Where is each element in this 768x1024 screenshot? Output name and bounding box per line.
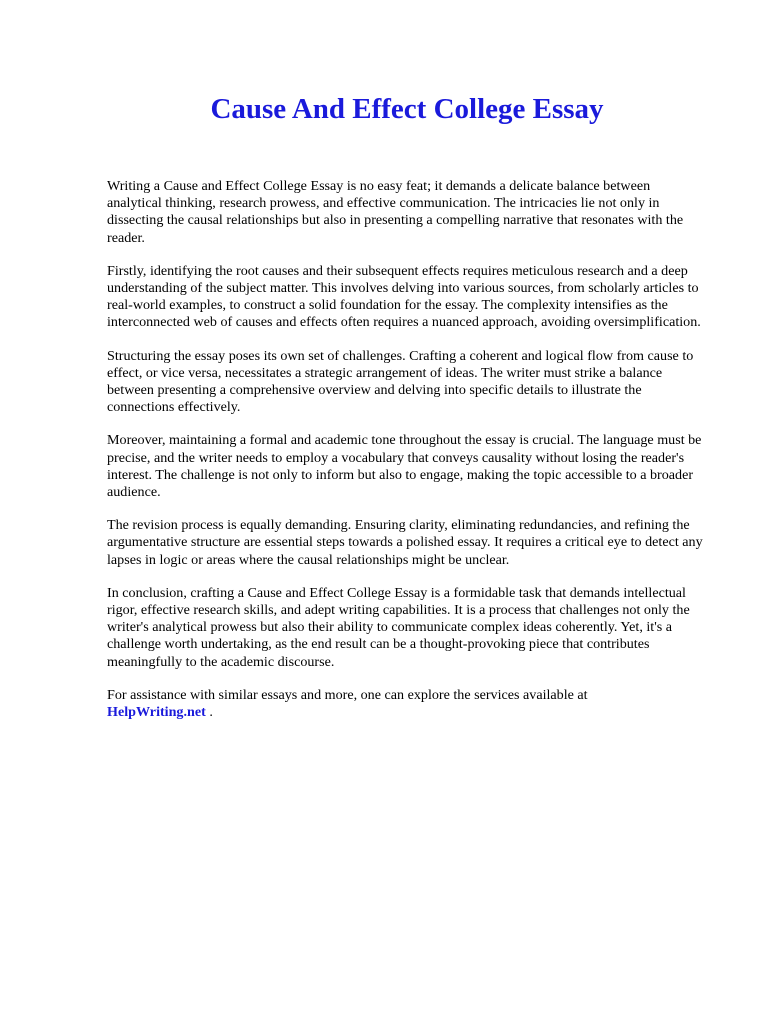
page-title: Cause And Effect College Essay bbox=[210, 93, 604, 125]
document-page bbox=[107, 92, 707, 737]
paragraph-tone: Moreover, maintaining a formal and academic tone throughout the essay is crucial. The language must be precise, and the writer needs to employ a vocabulary that conveys causality without losing the reader's interest. The challenge is not only to inform but also to engage, making the topic accessible to a broader audience. bbox=[107, 432, 702, 501]
helpwriting-link[interactable]: HelpWriting.net bbox=[107, 704, 206, 721]
closing-text: For assistance with similar essays and more, one can explore the services available at bbox=[107, 686, 588, 703]
paragraph-revision: The revision process is equally demanding. Ensuring clarity, eliminating redundancies, and refining the argumentative structure are essential steps towards a polished essay. It requires a critical eye to detect any lapses in logic or areas where the causal relationships might be unclear. bbox=[107, 517, 703, 568]
closing-period: . bbox=[209, 704, 213, 721]
paragraph-conclusion: In conclusion, crafting a Cause and Effect College Essay is a formidable task that demands intellectual rigor, effective research skills, and adept writing capabilities. It is a process that challenges not only the writer's analytical prowess but also their ability to communicate complex ideas coherently. Yet, it's a challenge worth undertaking, as the end result can be a thought-provoking piece that contributes meaningfully to the academic discourse. bbox=[107, 584, 690, 670]
paragraph-structuring: Structuring the essay poses its own set of challenges. Crafting a coherent and logical flow from cause to effect, or vice versa, necessitates a strategic arrangement of ideas. The writer must strike a balance between presenting a comprehensive overview and delving into specific details to illustrate the connections effectively. bbox=[107, 347, 694, 416]
paragraph-closing bbox=[107, 687, 707, 721]
paragraph-root-causes: Firstly, identifying the root causes and their subsequent effects requires meticulous research and a deep understanding of the subject matter. This involves delving into various sources, from scholarly articles to real-world examples, to construct a solid foundation for the essay. The complexity intensifies as the interconnected web of causes and effects often requires a nuanced approach, avoiding oversimplification. bbox=[107, 262, 701, 331]
document-body bbox=[107, 178, 707, 721]
paragraph-intro: Writing a Cause and Effect College Essay is no easy feat; it demands a delicate balance between analytical thinking, research prowess, and effective communication. The intricacies lie not only in dissecting the causal relationships but also in presenting a compelling narrative that resonates with the reader. bbox=[107, 178, 684, 246]
